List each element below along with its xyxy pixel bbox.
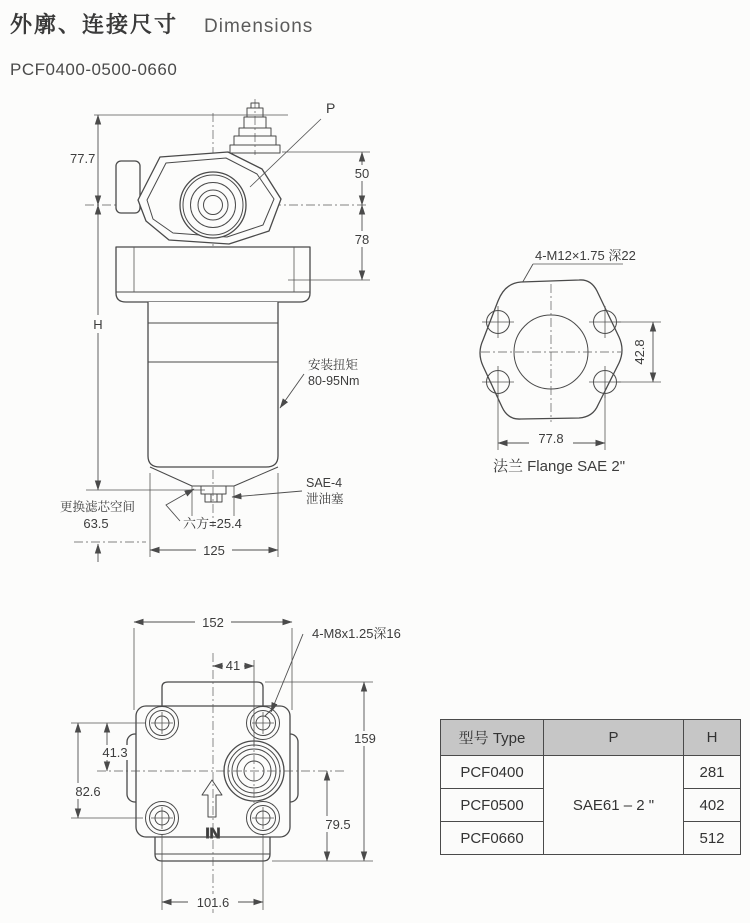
bottom-bolt-spec	[271, 626, 401, 712]
dim-77-7-label: 77.7	[70, 151, 96, 166]
bleed-valve	[230, 103, 280, 153]
dim-125-label: 125	[203, 543, 225, 558]
dim-82-6-label: 82.6	[75, 784, 101, 799]
table-header-p: P	[544, 720, 684, 756]
flange-view-drawing	[425, 238, 745, 483]
height-cell: 402	[684, 789, 741, 822]
hex-label: 六方=25.4	[183, 516, 242, 531]
flange-dim-h-label: 77.8	[538, 431, 564, 446]
clearance-63-5	[60, 499, 146, 562]
dim-79-5	[317, 771, 359, 861]
dim-159-label: 159	[354, 731, 376, 746]
front-view-drawing	[50, 95, 400, 570]
flange-caption: 法兰 Flange SAE 2"	[492, 458, 626, 475]
port-label: P	[326, 100, 336, 116]
torque-label-zh: 安装扭矩	[308, 358, 359, 372]
bottom-bolt-spec-label: 4-M8x1.25深16	[312, 626, 401, 641]
flange-dim-v-label: 42.8	[632, 339, 647, 365]
flange-dim-42-8	[617, 322, 661, 382]
drain-label-2: 泄油塞	[306, 492, 344, 506]
port-value-cell: SAE61 – 2 "	[544, 756, 684, 855]
model-cell: PCF0660	[441, 822, 544, 855]
page-header	[10, 8, 313, 39]
dimension-table	[440, 719, 741, 855]
flange-bolt-spec-label: 4-M12×1.75 深22	[535, 248, 636, 263]
inlet-label: IN	[205, 825, 221, 842]
bottom-view-drawing	[55, 598, 415, 923]
model-cell: PCF0400	[441, 756, 544, 789]
page-title: 外廓、连接尺寸	[10, 12, 179, 37]
hex-annotation	[166, 489, 242, 531]
filter-head	[116, 152, 281, 244]
head-collar	[116, 247, 310, 302]
clearance-value: 63.5	[83, 516, 109, 531]
drain-plug-annotation	[232, 476, 344, 506]
torque-annotation	[280, 357, 359, 408]
dim-41	[213, 658, 254, 673]
height-cell: 281	[684, 756, 741, 789]
table-row	[441, 756, 741, 789]
dim-50-label: 50	[354, 166, 370, 181]
dim-79-5-label: 79.5	[325, 817, 351, 832]
flange-body	[480, 280, 622, 422]
height-cell: 512	[684, 822, 741, 855]
model-cell: PCF0500	[441, 789, 544, 822]
dim-78-label: 78	[354, 232, 370, 247]
dim-101-6-label: 101.6	[196, 895, 230, 910]
dim-41-label: 41	[225, 658, 241, 673]
table-header-h: H	[684, 720, 741, 756]
model-number: PCF0400-0500-0660	[10, 60, 178, 79]
clearance-label-zh: 更换滤芯空间	[60, 500, 136, 514]
torque-value: 80-95Nm	[308, 374, 360, 388]
dim-152-label: 152	[202, 615, 224, 630]
dim-41-3-label: 41.3	[102, 745, 128, 760]
drain-label-1: SAE-4	[306, 476, 343, 490]
dim-h-label: H	[93, 317, 103, 332]
page-title-en: Dimensions	[204, 16, 314, 37]
table-header-type: 型号 Type	[441, 720, 544, 756]
